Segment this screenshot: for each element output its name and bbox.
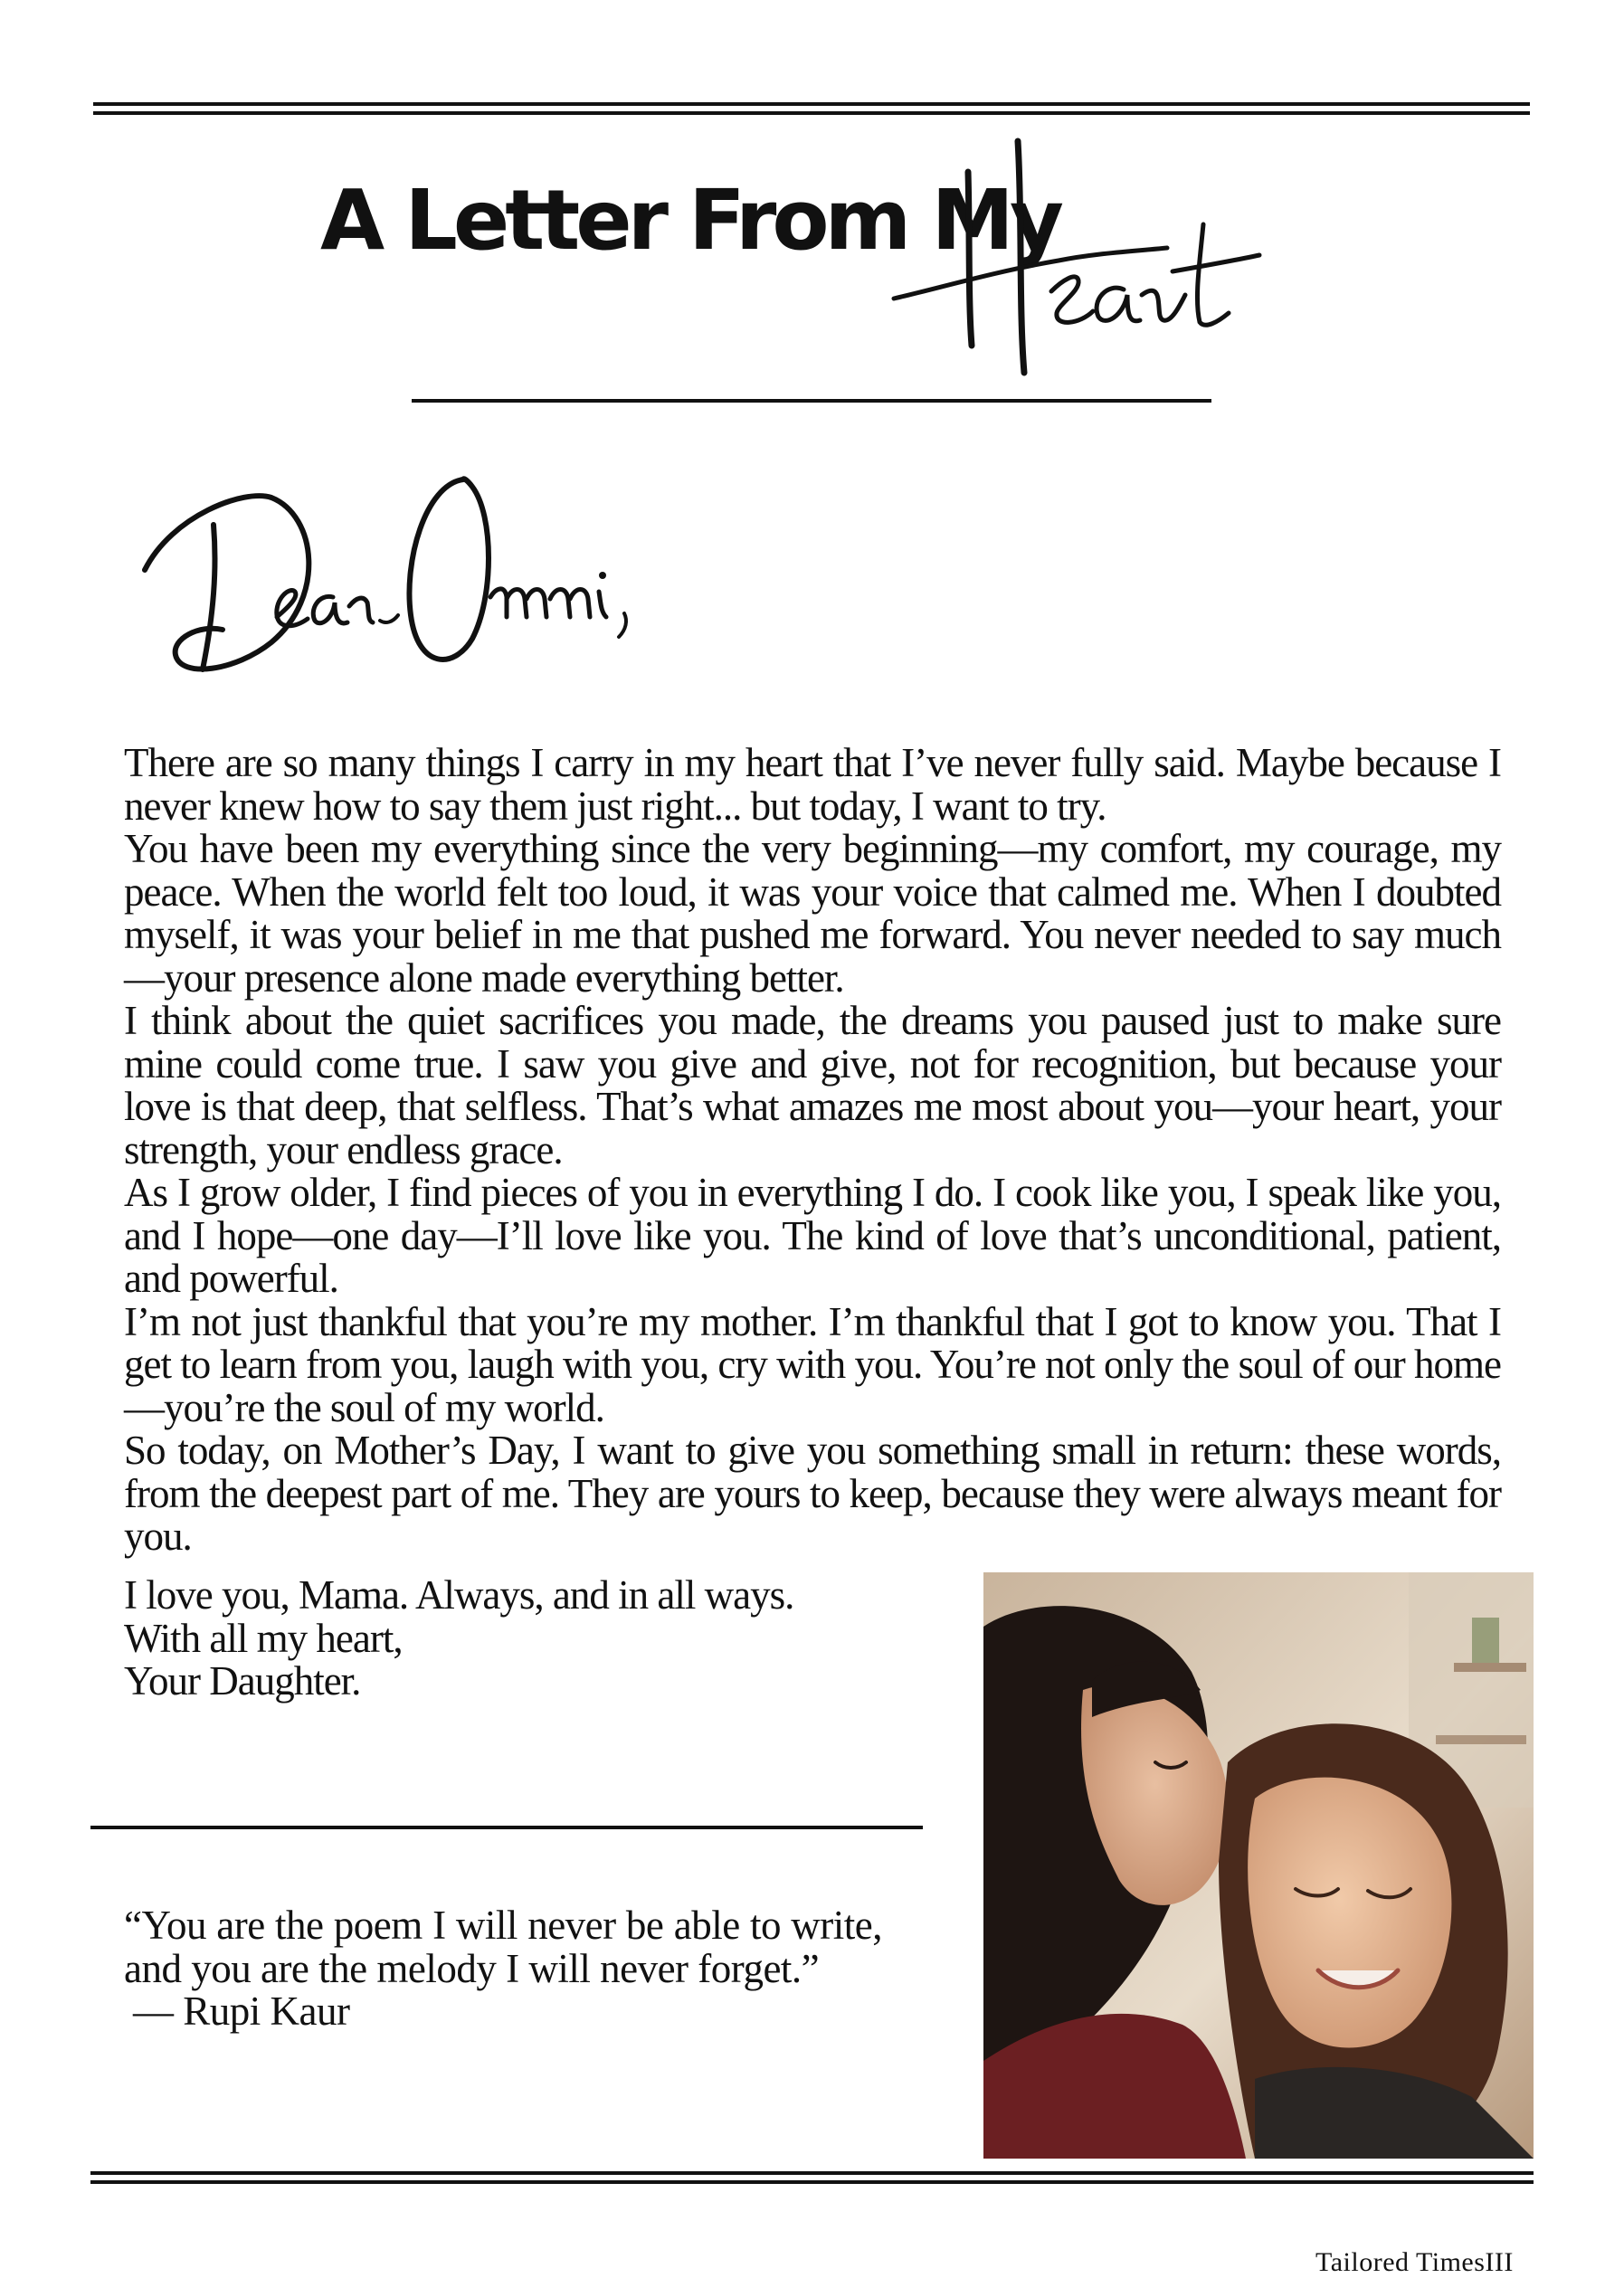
page-title xyxy=(308,136,1303,398)
bottom-rule-upper xyxy=(90,2171,1534,2175)
salutation xyxy=(136,461,679,697)
title-script-word xyxy=(887,136,1276,389)
footer-brand-text: Tailored Times xyxy=(1315,2247,1486,2277)
letter-paragraph-2: You have been my everything since the very beginning—my comfort, my courage, my peace. When the world felt too loud, it was your voice that calmed me. When I doubted myself, it was your belief in me that pushed me forward. You never needed to say much—your presence alone made everything better. xyxy=(124,826,1501,1001)
letter-paragraph-5: I’m not just thankful that you’re my mother. I’m thankful that I got to know you. That I get to learn from you, laugh with you, cry with you. You’re not only the soul of our home—you’re the soul of my world. xyxy=(124,1298,1501,1430)
letter-paragraph-1: There are so many things I carry in my heart that I’ve never fully said. Maybe because I never knew how to say them just right... but today, I want to try. xyxy=(124,740,1501,829)
top-rule-lower xyxy=(93,111,1530,115)
closing-line-2: With all my heart, xyxy=(124,1615,403,1661)
bottom-rule-lower xyxy=(90,2180,1534,2184)
letter-paragraph-4: As I grow older, I find pieces of you in everything I do. I cook like you, I speak like you, and I hope—one day—I’ll love like you. The kind of love that’s unconditional, patient, and powerful. xyxy=(124,1170,1501,1301)
top-rule-upper xyxy=(93,102,1530,106)
closing-line-3: Your Daughter. xyxy=(124,1658,361,1704)
letter-paragraph-3: I think about the quiet sacrifices you made, the dreams you paused just to make sure mine could come true. I saw you give and give, not for recognition, but because your love is that deep, that selfless. That’s what amazes me most about you—your heart, your strength, your endless grace. xyxy=(124,998,1501,1172)
quote-attribution: — Rupi Kaur xyxy=(133,1989,350,2034)
letter-paragraph-6: So today, on Mother’s Day, I want to give you something small in return: these words, from the deepest part of me. They are yours to keep, because they were always meant for you. xyxy=(124,1428,1501,1559)
mother-daughter-photo xyxy=(983,1572,1534,2159)
footer-brand xyxy=(1315,2247,1514,2278)
closing-line-1: I love you, Mama. Always, and in all ways. xyxy=(124,1572,794,1618)
photo-illustration xyxy=(983,1572,1534,2159)
quote-separator-rule xyxy=(90,1826,923,1829)
letter-closing xyxy=(124,1574,938,1704)
title-main-text: A Letter From My xyxy=(320,172,1059,269)
footer-brand-mark: III xyxy=(1485,2247,1514,2277)
quote-text: “You are the poem I will never be able to write, and you are the melody I will never forget.” xyxy=(124,1903,882,1991)
letter-body xyxy=(124,742,1501,1559)
title-underline xyxy=(412,399,1211,403)
quote-block xyxy=(124,1904,882,2034)
